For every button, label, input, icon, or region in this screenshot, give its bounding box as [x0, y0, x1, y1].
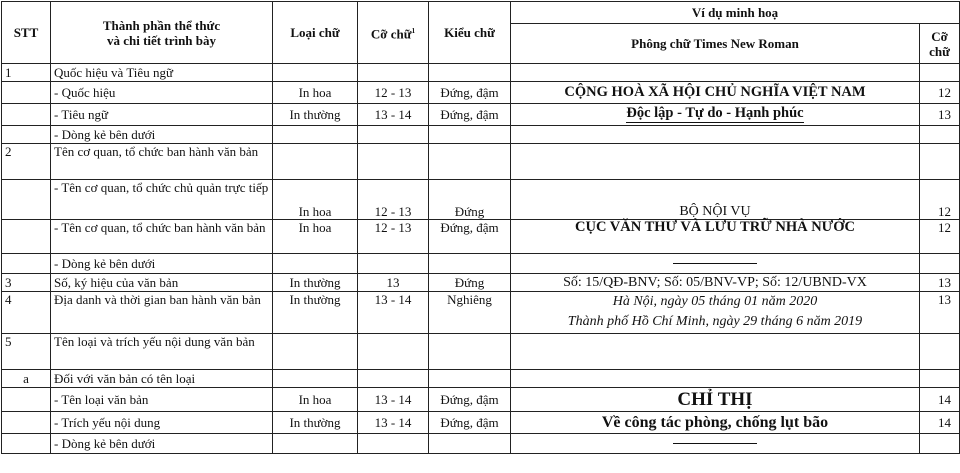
header-letter-type: Loại chữ	[273, 2, 358, 64]
table-row	[2, 292, 960, 334]
cell-size: 12 - 13	[358, 82, 429, 104]
table-row	[2, 126, 960, 144]
table-row	[2, 82, 960, 104]
cell-size: 13 - 14	[358, 388, 429, 412]
cell-component: - Tên cơ quan, tổ chức chủ quản trực tiếp	[51, 180, 273, 220]
cell-size: 12 - 13	[358, 180, 429, 220]
example-doc-number: Số: 15/QĐ-BNV; Số: 05/BNV-VP; Số: 12/UBND-VX	[511, 274, 920, 292]
example-motto: Độc lập - Tự do - Hạnh phúc	[511, 104, 920, 126]
example-issuing-agency: CỤC VĂN THƯ VÀ LƯU TRỮ NHÀ NƯỚC	[511, 220, 920, 254]
cell-size: 13 - 14	[358, 412, 429, 434]
header-component: Thành phần thể thức và chi tiết trình bày	[51, 2, 273, 64]
cell-style: Đứng	[429, 274, 511, 292]
cell-component: - Tiêu ngữ	[51, 104, 273, 126]
cell-component: - Dòng kẻ bên dưới	[51, 254, 273, 274]
header-size: Cỡ chữ$^1$	[358, 2, 429, 64]
table-row	[2, 220, 960, 254]
cell-style: Đứng, đậm	[429, 388, 511, 412]
cell-type: In thường	[273, 274, 358, 292]
cell-stt: 1	[2, 64, 51, 82]
cell-type: In hoa	[273, 82, 358, 104]
cell-component: - Dòng kẻ bên dưới	[51, 434, 273, 454]
cell-style: Nghiêng	[429, 292, 511, 334]
underline-rule	[511, 254, 920, 274]
cell-size: 12 - 13	[358, 220, 429, 254]
example-summary: Về công tác phòng, chống lụt bão	[511, 412, 920, 434]
cell-size2: 12	[920, 220, 960, 254]
header-stt: STT	[2, 2, 51, 64]
header-size2: Cỡ chữ	[920, 24, 960, 64]
example-parent-agency: BỘ NỘI VỤ	[511, 180, 920, 220]
table-row	[2, 180, 960, 220]
header-example: Ví dụ minh hoạ	[511, 2, 960, 24]
cell-size2: 13	[920, 104, 960, 126]
header-style: Kiểu chữ	[429, 2, 511, 64]
format-table	[1, 1, 960, 454]
cell-size: 13	[358, 274, 429, 292]
cell-component: - Tên loại văn bản	[51, 388, 273, 412]
cell-type: In hoa	[273, 388, 358, 412]
example-doc-type: CHỈ THỊ	[511, 388, 920, 412]
cell-stt: 3	[2, 274, 51, 292]
cell-size2: 14	[920, 412, 960, 434]
table-row	[2, 274, 960, 292]
cell-component: - Quốc hiệu	[51, 82, 273, 104]
table-row	[2, 412, 960, 434]
cell-style: Đứng, đậm	[429, 220, 511, 254]
header-font: Phông chữ Times New Roman	[511, 24, 920, 64]
table-row	[2, 254, 960, 274]
cell-component: Quốc hiệu và Tiêu ngữ	[51, 64, 273, 82]
cell-component: Đối với văn bản có tên loại	[51, 370, 273, 388]
cell-type: In thường	[273, 412, 358, 434]
cell-stt: 5	[2, 334, 51, 370]
cell-stt: a	[2, 370, 51, 388]
cell-component: Số, ký hiệu của văn bản	[51, 274, 273, 292]
table-row	[2, 434, 960, 454]
cell-type: In thường	[273, 104, 358, 126]
cell-stt: 2	[2, 144, 51, 180]
cell-component: Địa danh và thời gian ban hành văn bản	[51, 292, 273, 334]
cell-type: In hoa	[273, 180, 358, 220]
cell-style: Đứng, đậm	[429, 104, 511, 126]
table-row	[2, 64, 960, 82]
cell-component: - Dòng kẻ bên dưới	[51, 126, 273, 144]
cell-stt: 4	[2, 292, 51, 334]
example-national-title: CỘNG HOÀ XÃ HỘI CHỦ NGHĨA VIỆT NAM	[511, 82, 920, 104]
cell-size2: 13	[920, 292, 960, 334]
cell-size: 13 - 14	[358, 292, 429, 334]
cell-size2: 14	[920, 388, 960, 412]
cell-component: Tên loại và trích yếu nội dung văn bản	[51, 334, 273, 370]
cell-component: - Trích yếu nội dung	[51, 412, 273, 434]
cell-component: Tên cơ quan, tổ chức ban hành văn bản	[51, 144, 273, 180]
cell-size2: 12	[920, 180, 960, 220]
cell-style: Đứng, đậm	[429, 412, 511, 434]
cell-style: Đứng, đậm	[429, 82, 511, 104]
table-row	[2, 334, 960, 370]
cell-size2: 12	[920, 82, 960, 104]
cell-type: In thường	[273, 292, 358, 334]
cell-size: 13 - 14	[358, 104, 429, 126]
table-row	[2, 144, 960, 180]
table-row	[2, 104, 960, 126]
cell-component: - Tên cơ quan, tổ chức ban hành văn bản	[51, 220, 273, 254]
table-row	[2, 388, 960, 412]
cell-style: Đứng	[429, 180, 511, 220]
example-place-date: Hà Nội, ngày 05 tháng 01 năm 2020 Thành phố Hồ Chí Minh, ngày 29 tháng 6 năm 2019	[511, 292, 920, 334]
underline-rule	[511, 434, 920, 454]
cell-type: In hoa	[273, 220, 358, 254]
cell-size2: 13	[920, 274, 960, 292]
table-row	[2, 370, 960, 388]
